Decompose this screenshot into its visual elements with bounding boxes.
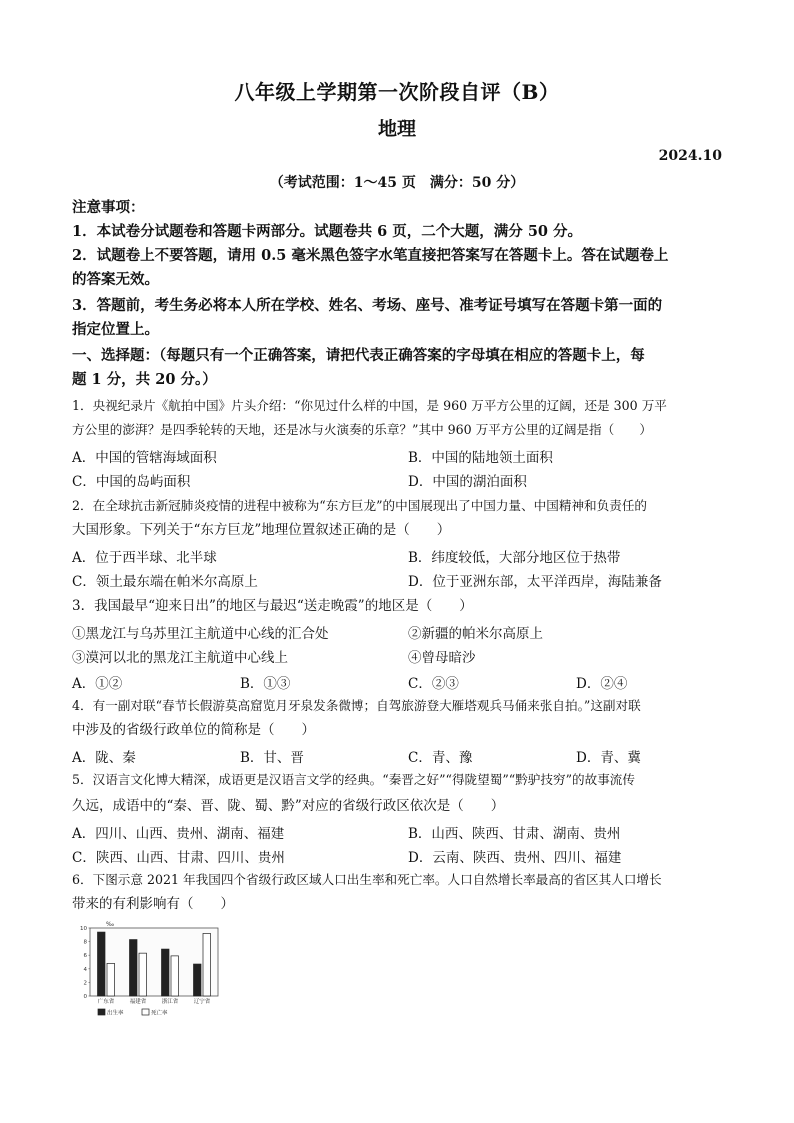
chart-bar-death bbox=[203, 933, 211, 996]
q3-statement-1: ①黑龙江与乌苏里江主航道中心线的汇合处 bbox=[72, 626, 329, 642]
q3-statement-4: ④曾母暗沙 bbox=[408, 650, 476, 666]
chart-legend-swatch bbox=[142, 1009, 149, 1015]
q4-option-b: B．甘、晋 bbox=[240, 750, 304, 766]
exam-date: 2024.10 bbox=[658, 148, 722, 164]
q6-stem: 6．下图示意 2021 年我国四个省级行政区域人口出生率和死亡率。人口自然增长率最高的省区其人口增长 bbox=[72, 872, 662, 887]
q2-stem-cont: 大国形象。下列关于“东方巨龙”地理位置叙述正确的是（ ） bbox=[72, 522, 451, 538]
birth-death-rate-chart bbox=[72, 918, 220, 1022]
q3-stem: 3．我国最早“迎来日出”的地区与最迟“送走晚霞”的地区是（ ） bbox=[72, 598, 473, 614]
notice-item-1: 1．本试卷分试题卷和答题卡两部分。试题卷共 6 页，二个大题，满分 50 分。 bbox=[72, 223, 583, 240]
q1-option-c: C．中国的岛屿面积 bbox=[72, 474, 191, 490]
q4-stem-cont: 中涉及的省级行政单位的简称是（ ） bbox=[72, 722, 315, 738]
chart-ytick-label: 6 bbox=[83, 953, 87, 960]
exam-title: 八年级上学期第一次阶段自评（B） bbox=[234, 80, 560, 104]
chart-unit-label: ‰ bbox=[106, 921, 115, 928]
q4-stem: 4．有一副对联“春节长假游莫高窟览月牙泉发条微博；自驾旅游登大雁塔观兵马俑来张自拍。”这副对联 bbox=[72, 698, 641, 713]
q5-option-c: C．陕西、山西、甘肃、四川、贵州 bbox=[72, 850, 285, 866]
q5-stem-cont: 久远，成语中的“秦、晋、陇、蜀、黔”对应的省级行政区依次是（ ） bbox=[72, 798, 505, 814]
notice-item-2: 2．试题卷上不要答题，请用 0.5 毫米黑色签字水笔直接把答案写在答题卡上。答在试题卷上 bbox=[72, 247, 669, 264]
chart-legend-swatch bbox=[98, 1009, 105, 1015]
notice-item-3-cont: 指定位置上。 bbox=[72, 321, 159, 338]
q1-option-d: D．中国的湖泊面积 bbox=[408, 474, 527, 490]
chart-ytick-label: 8 bbox=[83, 939, 87, 946]
q5-option-d: D．云南、陕西、贵州、四川、福建 bbox=[408, 850, 622, 866]
q2-stem: 2．在全球抗击新冠肺炎疫情的进程中被称为“东方巨龙”的中国展现出了中国力量、中国精神和负责任的 bbox=[72, 498, 648, 513]
q2-option-a: A．位于西半球、北半球 bbox=[72, 550, 217, 566]
q2-option-b: B．纬度较低，大部分地区位于热带 bbox=[408, 550, 621, 566]
chart-legend-label: 出生率 bbox=[107, 1010, 124, 1017]
q2-option-c: C．领土最东端在帕米尔高原上 bbox=[72, 574, 258, 590]
q5-stem: 5．汉语言文化博大精深，成语更是汉语言文学的经典。“秦晋之好”“得陇望蜀”“黔驴技穷”的故事流传 bbox=[72, 772, 635, 787]
chart-bar-death bbox=[139, 953, 147, 996]
q3-option-b: B．①③ bbox=[240, 676, 291, 692]
chart-bar-death bbox=[171, 956, 179, 996]
q1-option-b: B．中国的陆地领土面积 bbox=[408, 450, 553, 466]
chart-category-label: 浙江省 bbox=[161, 999, 179, 1005]
q1-option-a: A．中国的管辖海域面积 bbox=[72, 450, 217, 466]
chart-bar-birth bbox=[98, 932, 106, 996]
chart-category-label: 辽宁省 bbox=[193, 999, 211, 1005]
q3-statement-2: ②新疆的帕米尔高原上 bbox=[408, 626, 543, 642]
chart-bar-death bbox=[107, 963, 115, 996]
exam-scope: （考试范围：1～45 页 满分：50 分） bbox=[269, 175, 525, 191]
q1-stem-cont: 方公里的澎湃？是四季轮转的天地，还是冰与火演奏的乐章？”其中 960 万平方公里的辽阔是指（ ） bbox=[72, 422, 653, 437]
q4-option-a: A．陇、秦 bbox=[72, 750, 136, 766]
q4-option-c: C．青、豫 bbox=[408, 750, 473, 766]
subject-title: 地理 bbox=[377, 118, 416, 140]
chart-category-label: 广东省 bbox=[97, 999, 115, 1005]
section-heading: 一、选择题：（每题只有一个正确答案，请把代表正确答案的字母填在相应的答题卡上，每 bbox=[72, 347, 645, 364]
q5-option-a: A．四川、山西、贵州、湖南、福建 bbox=[72, 826, 285, 842]
q1-stem: 1．央视纪录片《航拍中国》片头介绍：“你见过什么样的中国，是 960 万平方公里的辽阔，还是 300 万平 bbox=[72, 398, 667, 413]
chart-ytick-label: 0 bbox=[83, 994, 87, 1000]
chart-legend-label: 死亡率 bbox=[151, 1010, 168, 1017]
chart-ytick-label: 10 bbox=[80, 926, 87, 932]
q3-option-c: C．②③ bbox=[408, 676, 459, 692]
notice-item-2-cont: 的答案无效。 bbox=[72, 271, 159, 288]
chart-category-label: 福建省 bbox=[129, 999, 147, 1005]
q6-stem-cont: 带来的有利影响有（ ） bbox=[72, 896, 234, 912]
q2-option-d: D．位于亚洲东部，太平洋西岸，海陆兼备 bbox=[408, 574, 662, 590]
notice-item-3: 3．答题前，考生务必将本人所在学校、姓名、考场、座号、准考证号填写在答题卡第一面的 bbox=[72, 297, 663, 314]
chart-bar-birth bbox=[194, 964, 202, 996]
q3-option-d: D．②④ bbox=[576, 676, 628, 692]
notice-heading: 注意事项： bbox=[72, 199, 145, 216]
chart-ytick-label: 4 bbox=[83, 966, 87, 973]
q3-statement-3: ③漠河以北的黑龙江主航道中心线上 bbox=[72, 650, 288, 666]
q3-option-a: A．①② bbox=[72, 676, 123, 692]
q4-option-d: D．青、冀 bbox=[576, 750, 641, 766]
section-heading-cont: 题 1 分，共 20 分。） bbox=[72, 371, 217, 388]
q5-option-b: B．山西、陕西、甘肃、湖南、贵州 bbox=[408, 826, 621, 842]
chart-bar-birth bbox=[162, 949, 170, 996]
chart-bar-birth bbox=[130, 940, 138, 996]
chart-ytick-label: 2 bbox=[83, 980, 87, 987]
